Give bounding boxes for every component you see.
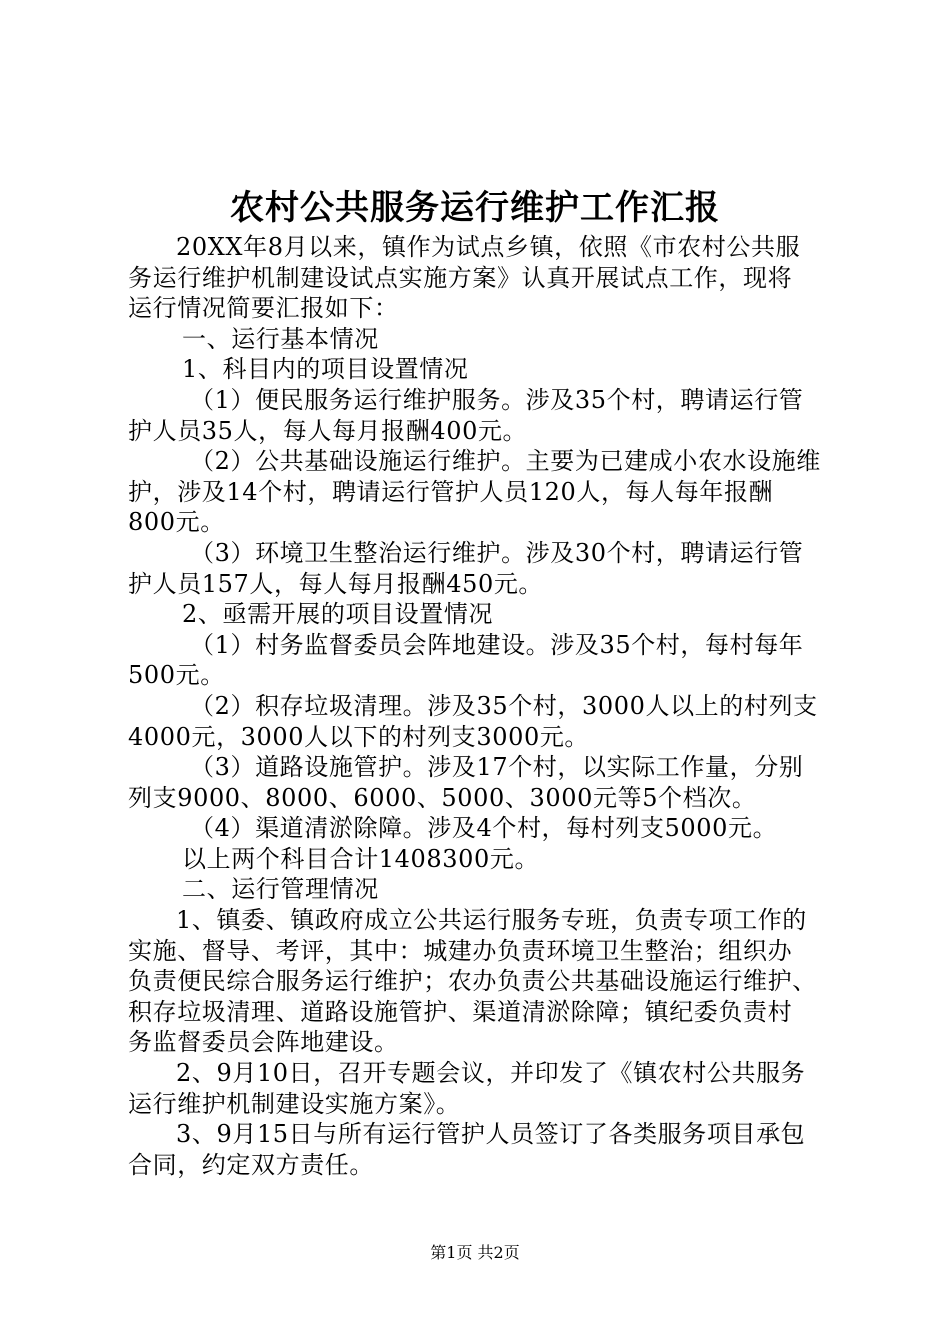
paragraph-line: 列支9000、8000、6000、5000、3000元等5个档次。 [128, 783, 757, 812]
document-body [128, 232, 838, 1180]
paragraph-line: （1）便民服务运行维护服务。涉及35个村，聘请运行管 [190, 385, 804, 414]
paragraph-line: 3、9月15日与所有运行管护人员签订了各类服务项目承包 [176, 1120, 806, 1149]
paragraph-line: 4000元，3000人以下的村列支3000元。 [128, 722, 590, 751]
paragraph-line: （2）积存垃圾清理。涉及35个村，3000人以上的村列支 [190, 691, 818, 720]
subsection-heading: 2、亟需开展的项目设置情况 [182, 600, 494, 629]
paragraph-line: 1、镇委、镇政府成立公共运行服务专班，负责专项工作的 [176, 906, 807, 935]
paragraph-line: （4）渠道清淤除障。涉及4个村，每村列支5000元。 [190, 814, 778, 843]
paragraph-line: 2、9月10日，召开专题会议，并印发了《镇农村公共服务 [176, 1059, 806, 1088]
paragraph-line: （3）道路设施管护。涉及17个村，以实际工作量，分别 [190, 753, 804, 782]
paragraph-line: 护，涉及14个村，聘请运行管护人员120人，每人每年报酬 [128, 477, 774, 506]
paragraph-line: 20XX年8月以来，镇作为试点乡镇，依照《市农村公共服 [176, 233, 801, 261]
paragraph-line: 合同，约定双方责任。 [128, 1150, 374, 1179]
paragraph-line: 负责便民综合服务运行维护；农办负责公共基础设施运行维护、 [128, 967, 817, 996]
paragraph-line: 运行情况简要汇报如下： [128, 294, 399, 323]
document-title: 农村公共服务运行维护工作汇报 [230, 188, 720, 228]
paragraph-line: 务运行维护机制建设试点实施方案》认真开展试点工作，现将 [128, 263, 793, 292]
page-number: 第1页 共2页 [430, 1243, 520, 1262]
paragraph-line: 以上两个科目合计1408300元。 [182, 844, 540, 873]
section-heading: 一、运行基本情况 [182, 324, 379, 353]
paragraph-line: 务监督委员会阵地建设。 [128, 1028, 399, 1057]
paragraph-line: 护人员35人，每人每月报酬400元。 [128, 416, 528, 445]
paragraph-line: 护人员157人，每人每月报酬450元。 [128, 569, 544, 598]
paragraph-line: 实施、督导、考评，其中：城建办负责环境卫生整治；组织办 [128, 936, 793, 965]
paragraph-line: （2）公共基础设施运行维护。主要为已建成小农水设施维 [190, 447, 821, 476]
paragraph-line: 积存垃圾清理、道路设施管护、渠道清淤除障；镇纪委负责村 [128, 997, 793, 1026]
paragraph-line: （1）村务监督委员会阵地建设。涉及35个村，每村每年 [190, 630, 804, 659]
paragraph-line: （3）环境卫生整治运行维护。涉及30个村，聘请运行管 [190, 538, 804, 567]
paragraph-line: 500元。 [128, 661, 225, 690]
section-heading: 二、运行管理情况 [182, 875, 379, 904]
subsection-heading: 1、科目内的项目设置情况 [182, 355, 469, 384]
paragraph-line: 运行维护机制建设实施方案》。 [128, 1089, 461, 1118]
paragraph-line: 800元。 [128, 508, 225, 537]
